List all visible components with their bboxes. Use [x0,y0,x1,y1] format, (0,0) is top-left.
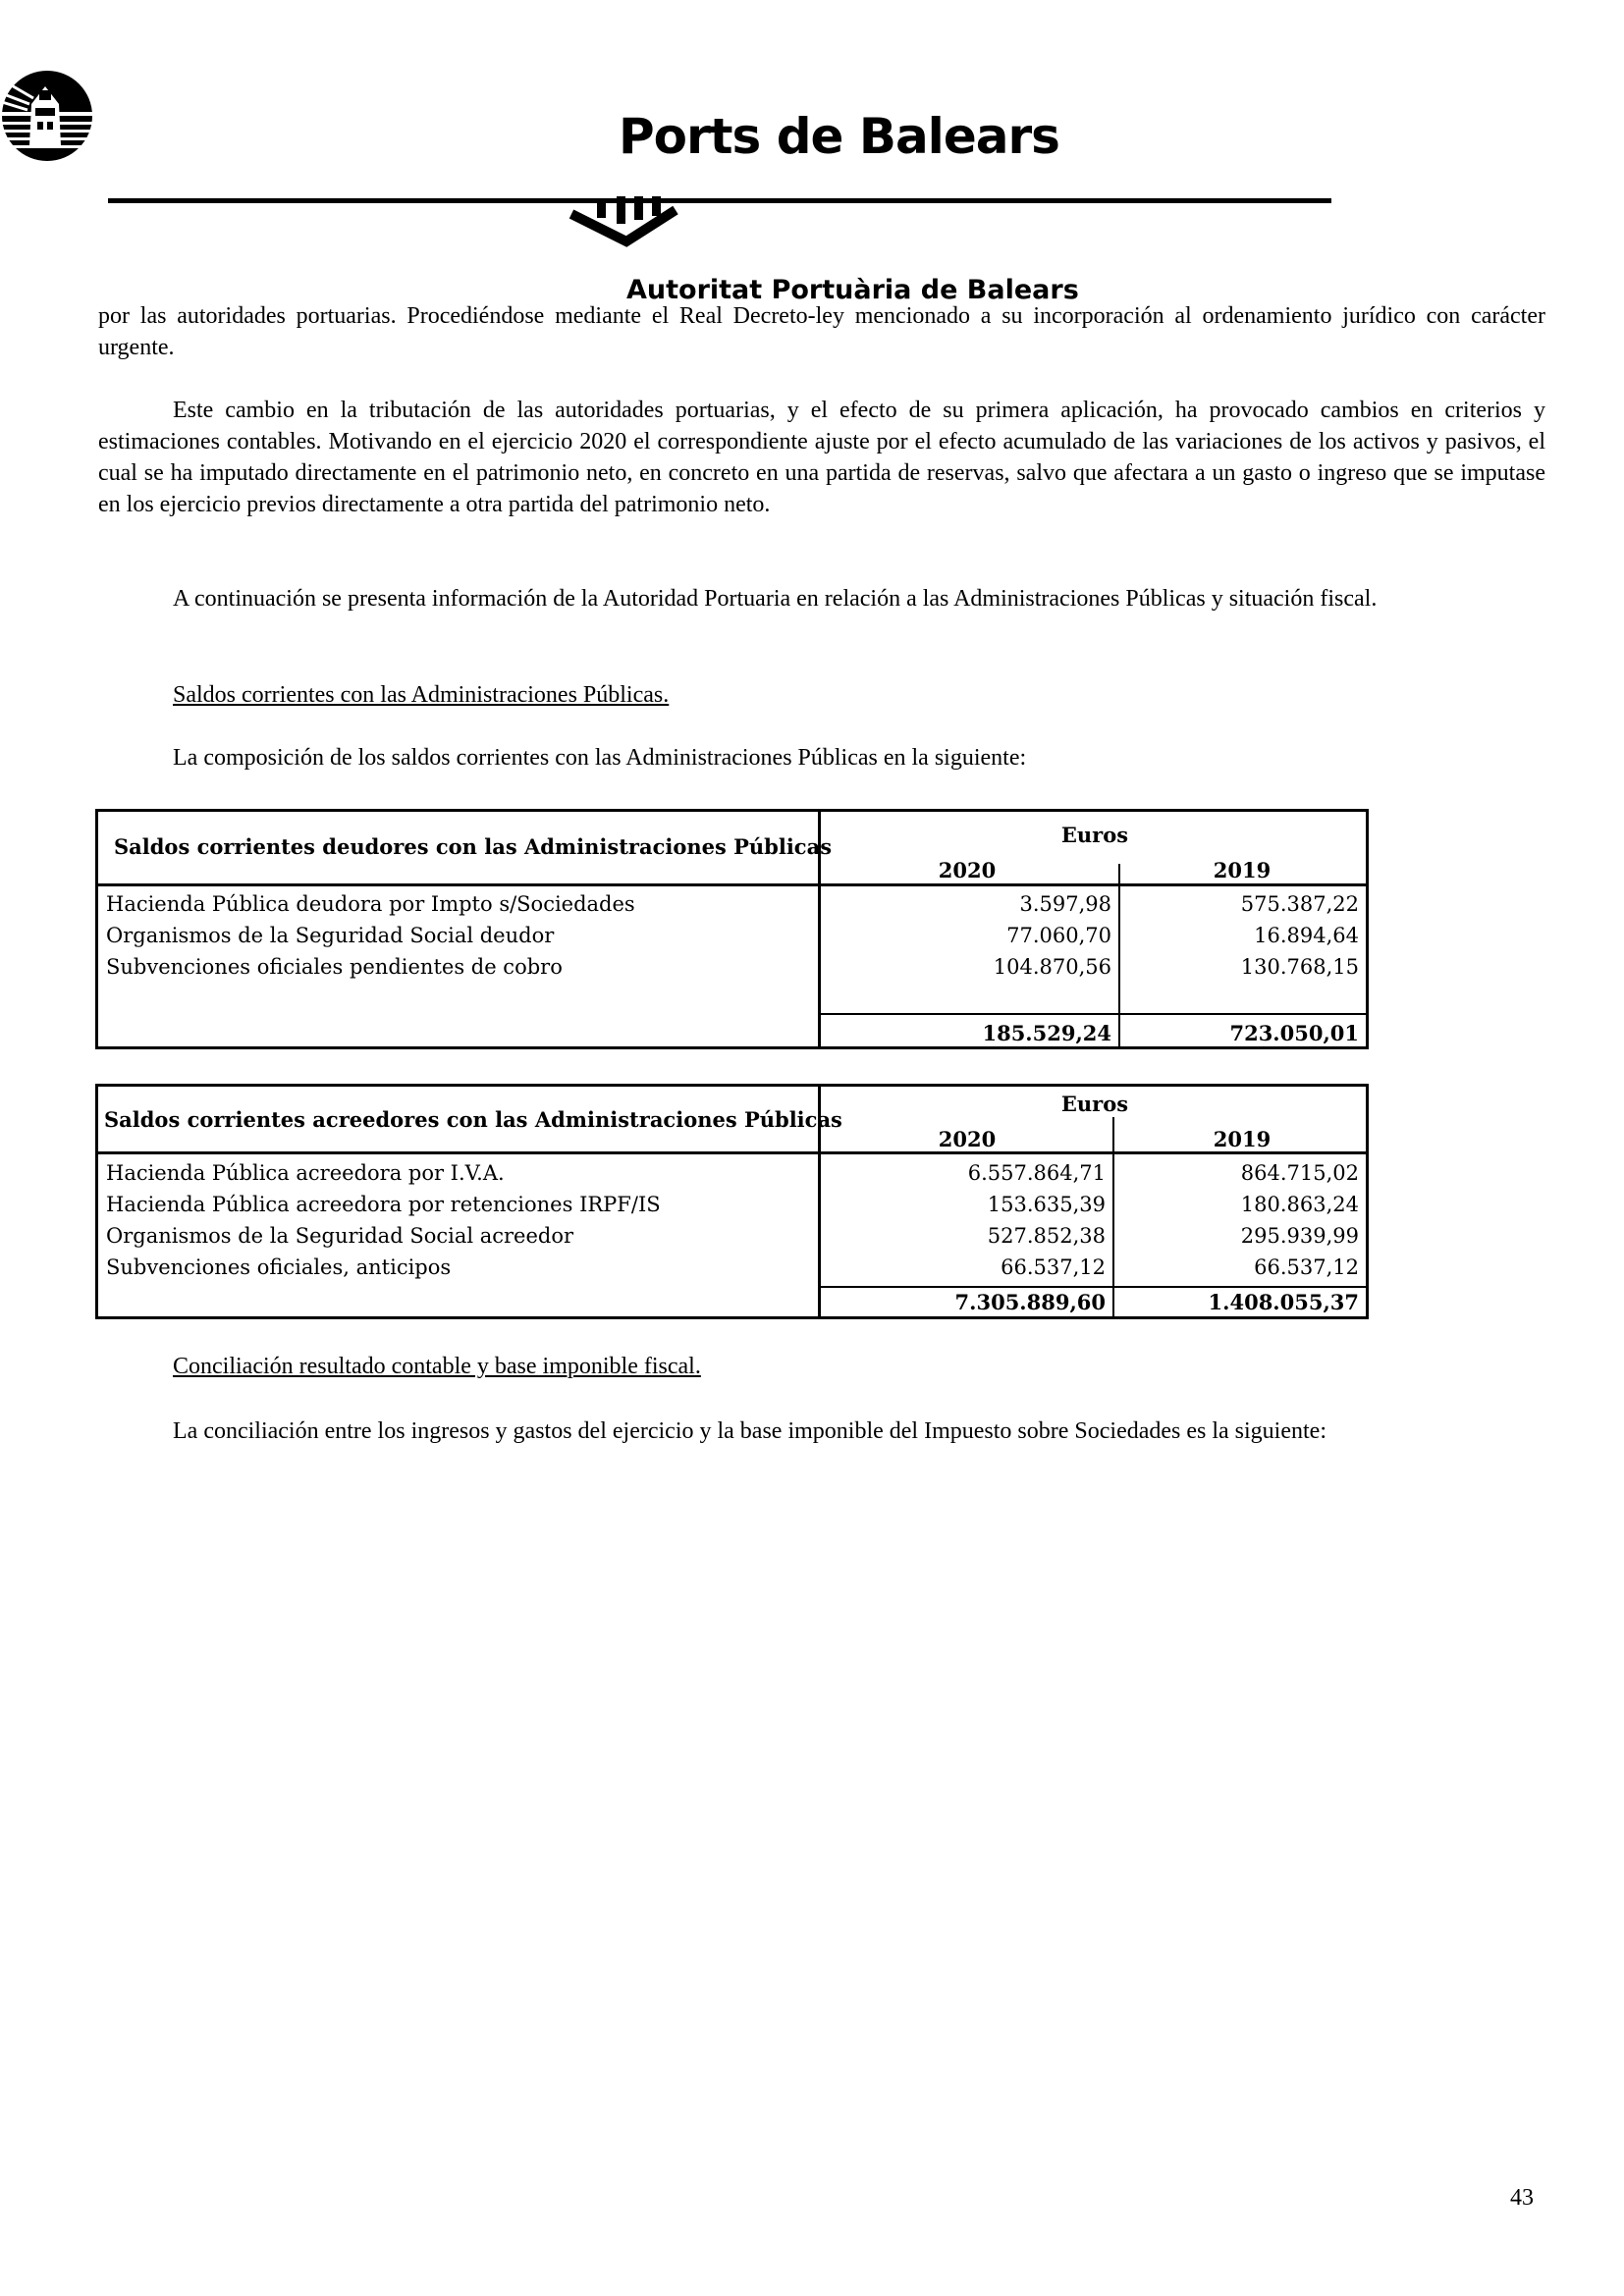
brand-subtitle: Autoritat Portuària de Balears [626,275,1079,305]
header-rule [108,198,1331,203]
table-total-2019: 723.050,01 [1229,1021,1359,1045]
table-divider [95,1151,1369,1154]
column-header-2020: 2020 [938,858,997,882]
table-divider [1118,864,1120,1049]
table-row-label: Hacienda Pública acreedora por retenciones IRPF/IS [106,1193,661,1216]
table-cell-2020: 527.852,38 [987,1224,1106,1248]
table-divider [1112,1117,1114,1319]
table-row-label: Organismos de la Seguridad Social acreedor [106,1224,574,1248]
table-title: Saldos corrientes deudores con las Administraciones Públicas [114,834,833,859]
table-divider [95,883,1369,886]
paragraph-2: Este cambio en la tributación de las autoridades portuarias, y el efecto de su primera aplicación, ha provocado cambios en criterios y estimaciones contables. Motivando en el ejercicio 2020 el correspondiente ajuste por el efecto acumulado de las variaciones de los activos y pasivos, el cual se ha imputado directamente en el patrimonio neto, en concreto en una partida de reservas, salvo que afectara a un gasto o ingreso que se imputase en los ejercicio previos directamente a otra partida del patrimonio neto. [98,398,1545,517]
table-cell-2019: 66.537,12 [1254,1255,1359,1279]
table-row-label: Subvenciones oficiales pendientes de cobro [106,955,563,979]
table-unit: Euros [1060,1092,1129,1116]
table-cell-2019: 864.715,02 [1240,1161,1359,1185]
table-cell-2020: 66.537,12 [1001,1255,1106,1279]
table-unit: Euros [1060,823,1129,847]
table-divider [818,1013,1369,1015]
table-cell-2020: 153.635,39 [987,1193,1106,1216]
column-header-2019: 2019 [1213,858,1272,882]
page-number: 43 [1510,2185,1534,2211]
brand-mark-icon [568,192,685,247]
section-heading-conciliacion: Conciliación resultado contable y base imponible fiscal. [173,1354,701,1379]
table-cell-2019: 130.768,15 [1240,955,1359,979]
table-total-2020: 7.305.889,60 [954,1290,1106,1314]
table-row-label: Subvenciones oficiales, anticipos [106,1255,452,1279]
column-header-2019: 2019 [1213,1127,1272,1151]
table-divider [818,1286,1369,1288]
table-cell-2019: 575.387,22 [1240,892,1359,916]
table-row-label: Organismos de la Seguridad Social deudor [106,924,555,947]
table-cell-2019: 180.863,24 [1240,1193,1359,1216]
section-heading-saldos: Saldos corrientes con las Administraciones Públicas. [173,682,670,708]
lighthouse-sunburst-icon [0,65,94,167]
table-row-label: Hacienda Pública deudora por Impto s/Sociedades [106,892,635,916]
paragraph-1: por las autoridades portuarias. Procediéndose mediante el Real Decreto-ley mencionado a su incorporación al ordenamiento jurídico con carácter urgente. [98,303,1545,360]
column-header-2020: 2020 [938,1127,997,1151]
paragraph-5: La conciliación entre los ingresos y gastos del ejercicio y la base imponible del Impuesto sobre Sociedades es la siguiente: [173,1418,1326,1444]
table-total-2020: 185.529,24 [982,1021,1111,1045]
brand-title: Ports de Balears [619,108,1059,165]
table-cell-2020: 77.060,70 [1006,924,1111,947]
table-title: Saldos corrientes acreedores con las Administraciones Públicas [104,1107,842,1132]
table-cell-2020: 6.557.864,71 [967,1161,1106,1185]
paragraph-4: La composición de los saldos corrientes con las Administraciones Públicas en la siguiente: [173,745,1027,771]
table-cell-2019: 16.894,64 [1254,924,1359,947]
table-row-label: Hacienda Pública acreedora por I.V.A. [106,1161,505,1185]
table-total-2019: 1.408.055,37 [1208,1290,1359,1314]
table-cell-2020: 3.597,98 [1019,892,1111,916]
table-cell-2019: 295.939,99 [1240,1224,1359,1248]
table-cell-2020: 104.870,56 [993,955,1111,979]
paragraph-3: A continuación se presenta información de la Autoridad Portuaria en relación a las Administraciones Públicas y situación fiscal. [173,586,1378,612]
